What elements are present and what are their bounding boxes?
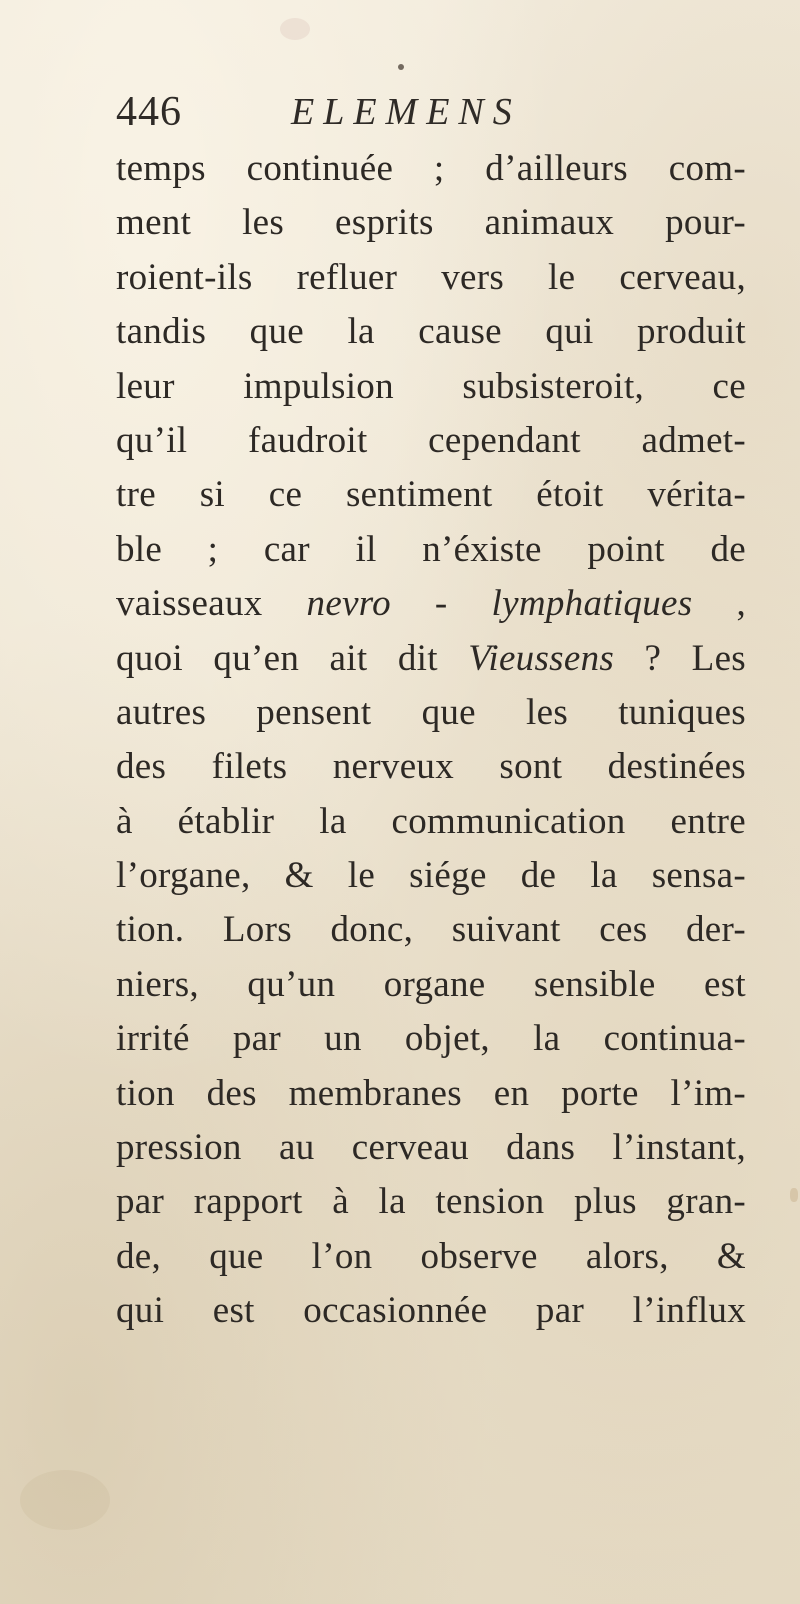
text-line: par rapport à la tension plus gran- (116, 1181, 746, 1223)
page-number: 446 (116, 89, 182, 135)
text-segment: vaisseaux (116, 583, 263, 625)
text-line: autres pensent que les tuniques (116, 691, 746, 733)
ink-dot (398, 64, 404, 70)
text-segment: quoi qu’en ait dit (116, 637, 438, 679)
text-line: tion. Lors donc, suivant ces der- (116, 909, 746, 951)
text-line: tandis que la cause qui produit (116, 311, 746, 353)
text-line: pression au cerveau dans l’instant, (116, 1127, 746, 1169)
text-line: l’organe, & le siége de la sensa- (116, 855, 746, 897)
text-line: à établir la communication entre (116, 800, 746, 842)
text-segment: , (736, 583, 746, 625)
italic-term: nevro - lymphatiques (306, 583, 693, 625)
paper-stain (790, 1188, 798, 1202)
page-header (116, 88, 736, 136)
running-head: ELEMENS (291, 91, 521, 133)
text-line: tre si ce sentiment étoit vérita- (116, 474, 746, 516)
italic-name: Vieussens (468, 637, 615, 679)
text-line: temps continuée ; d’ailleurs com- (116, 148, 746, 189)
text-line: ment les esprits animaux pour- (116, 202, 746, 244)
text-line: des filets nerveux sont destinées (116, 746, 746, 788)
text-line: qu’il faudroit cependant admet- (116, 419, 746, 461)
paper-stain (280, 18, 310, 40)
text-line: niers, qu’un organe sensible est (116, 963, 746, 1005)
text-line: roient-ils refluer vers le cerveau, (116, 256, 746, 298)
text-segment: ? Les (644, 637, 746, 679)
paper-stain (20, 1470, 110, 1530)
text-line: leur impulsion subsisteroit, ce (116, 365, 746, 407)
text-line: ble ; car il n’éxiste point de (116, 528, 746, 570)
text-line: de, que l’on observe alors, & (116, 1235, 746, 1277)
text-line (116, 577, 746, 631)
text-line: tion des membranes en porte l’im- (116, 1072, 746, 1114)
body-text (116, 142, 746, 1339)
text-line: irrité par un objet, la continua- (116, 1018, 746, 1060)
text-line (116, 632, 746, 686)
text-line: qui est occasionnée par l’influx (116, 1290, 746, 1332)
